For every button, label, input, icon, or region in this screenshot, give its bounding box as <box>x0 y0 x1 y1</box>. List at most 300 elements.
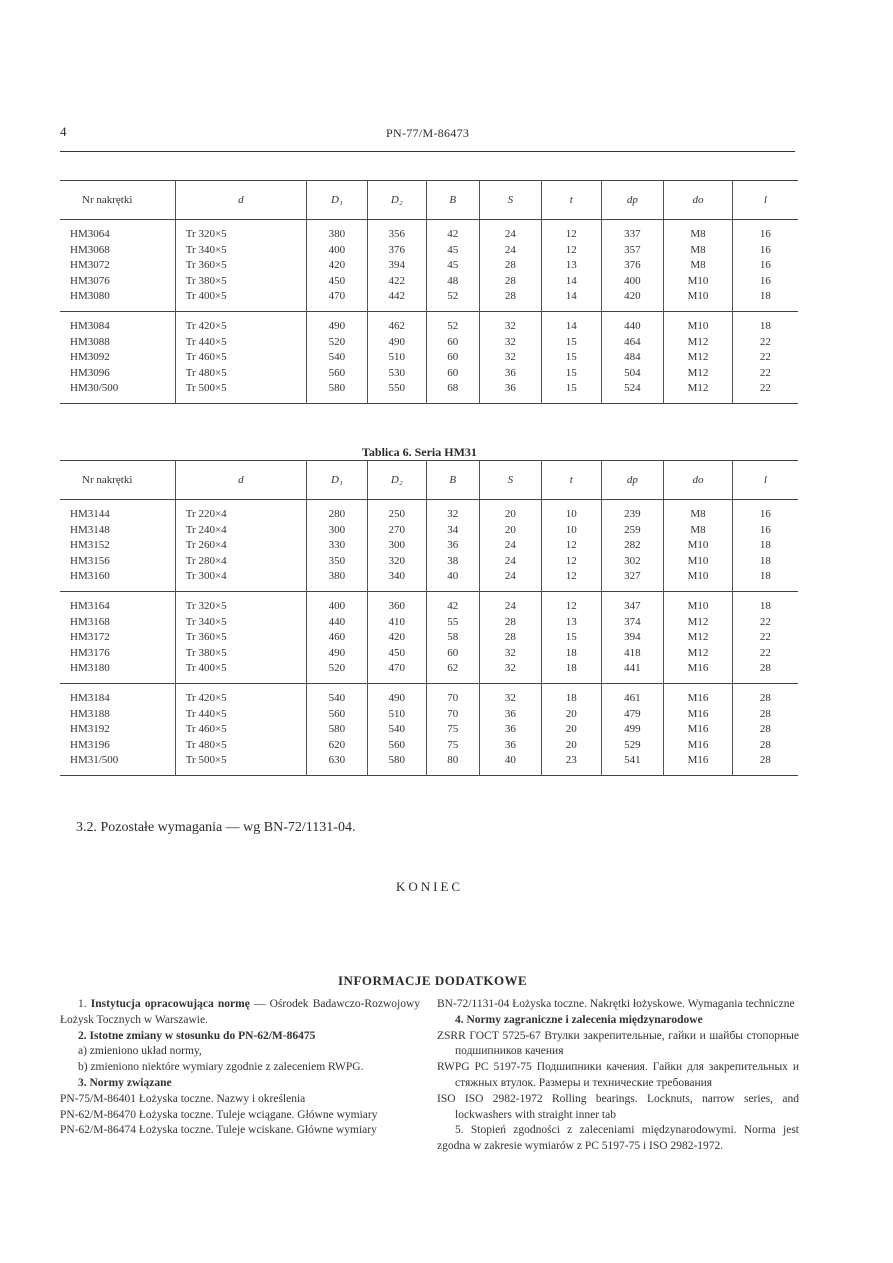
value-d1: 440 <box>328 615 346 628</box>
value-l: 16 <box>759 523 771 536</box>
value-d2: 550 <box>388 382 406 395</box>
value-t: 14 <box>565 319 577 332</box>
value-d: Tr 460×5 <box>185 723 227 736</box>
value-t: 18 <box>565 662 577 675</box>
value-b: 45 <box>447 259 459 272</box>
value-d: Tr 400×5 <box>185 662 227 675</box>
value-d2: 376 <box>388 243 406 256</box>
value-s: 32 <box>504 691 516 704</box>
value-b: 40 <box>447 570 459 583</box>
value-t: 20 <box>565 723 577 736</box>
value-dp: 357 <box>624 243 641 256</box>
value-s: 36 <box>504 382 516 395</box>
cell-dp <box>601 591 664 683</box>
foreign-standard: ISO ISO 2982-1972 Rolling bearings. Locknuts, narrow series, and lockwashers with straight inner tab <box>437 1092 799 1121</box>
value-dp: 327 <box>624 570 641 583</box>
value-s: 28 <box>504 290 516 303</box>
value-nr: HM3184 <box>70 691 110 704</box>
value-dp: 420 <box>624 290 641 303</box>
value-d2: 560 <box>388 738 406 751</box>
value-t: 15 <box>565 631 577 644</box>
cell-s <box>479 591 541 683</box>
value-b: 36 <box>447 539 459 552</box>
value-d1: 300 <box>328 523 346 536</box>
value-d2: 410 <box>388 615 406 628</box>
cell-do <box>664 500 733 592</box>
table-hm31-header <box>60 461 798 500</box>
value-do: M12 <box>687 631 709 644</box>
value-b: 42 <box>447 228 459 240</box>
value-dp: 400 <box>624 274 641 287</box>
value-t: 14 <box>565 274 577 287</box>
value-b: 80 <box>447 754 459 767</box>
value-d1: 460 <box>328 631 346 644</box>
row-group <box>60 500 798 592</box>
value-nr: HM3176 <box>70 646 110 659</box>
value-s: 28 <box>504 274 516 287</box>
value-b: 52 <box>447 319 459 332</box>
item-1-number: 1. <box>78 998 87 1010</box>
value-s: 36 <box>504 723 516 736</box>
table-hm30 <box>60 180 798 404</box>
value-d1: 380 <box>328 570 346 583</box>
header-rule <box>60 151 795 152</box>
value-t: 10 <box>565 523 577 536</box>
value-d: Tr 340×5 <box>185 615 227 628</box>
col-header-do: do <box>664 461 733 500</box>
value-l: 16 <box>759 274 771 287</box>
standard-code: PN-77/M-86473 <box>386 126 470 140</box>
cell-l <box>732 500 798 592</box>
value-do: M8 <box>690 243 706 256</box>
table-row <box>60 220 798 312</box>
value-d2: 340 <box>388 570 406 583</box>
value-do: M8 <box>690 508 706 520</box>
value-t: 12 <box>565 539 577 552</box>
cell-t <box>542 311 602 403</box>
col-header-d1: D₁ <box>307 461 368 500</box>
value-d2: 530 <box>388 366 406 379</box>
cell-d1 <box>307 311 368 403</box>
value-dp: 347 <box>624 599 641 612</box>
value-d2: 270 <box>388 523 406 536</box>
row-group <box>60 220 798 312</box>
value-d: Tr 440×5 <box>185 335 227 348</box>
value-s: 32 <box>504 646 516 659</box>
value-t: 15 <box>565 335 577 348</box>
value-d: Tr 420×5 <box>185 319 227 332</box>
cell-nr <box>60 500 175 592</box>
value-s: 28 <box>504 631 516 644</box>
cell-t <box>542 500 602 592</box>
col-header-d: d <box>175 181 306 220</box>
value-t: 12 <box>565 243 577 256</box>
value-t: 15 <box>565 351 577 364</box>
info-item-5: 5. Stopień zgodności z zaleceniami międzynarodowymi. Norma jest zgodna w zakresie wymiarów z PC 5197-75 i ISO 2982-1972. <box>437 1124 799 1153</box>
value-dp: 464 <box>624 335 641 348</box>
value-s: 24 <box>504 599 516 612</box>
clause-3-2: 3.2. Pozostałe wymagania — wg BN-72/1131-04. <box>76 820 356 835</box>
value-d1: 400 <box>328 243 346 256</box>
cell-t <box>542 220 602 312</box>
value-d2: 490 <box>388 335 406 348</box>
cell-d2 <box>367 220 426 312</box>
value-d2: 450 <box>388 646 406 659</box>
info-item-3-heading: 3. Normy związane <box>78 1076 172 1089</box>
value-nr: HM3192 <box>70 723 110 736</box>
value-d1: 420 <box>328 259 346 272</box>
value-d2: 420 <box>388 631 406 644</box>
value-d1: 400 <box>328 599 346 612</box>
value-nr: HM3152 <box>70 539 110 552</box>
value-d: Tr 360×5 <box>185 631 227 644</box>
col-header-nr: Nr nakrętki <box>60 181 175 220</box>
value-t: 15 <box>565 366 577 379</box>
info-item-2a: a) zmieniono układ normy, <box>78 1045 202 1058</box>
value-l: 16 <box>759 508 771 520</box>
table-hm30-header <box>60 181 798 220</box>
cell-nr <box>60 591 175 683</box>
value-t: 20 <box>565 738 577 751</box>
value-do: M10 <box>687 570 709 583</box>
value-dp: 282 <box>624 539 641 552</box>
value-nr: HM3172 <box>70 631 110 644</box>
col-header-do: do <box>664 181 733 220</box>
related-standard: PN-62/M-86474 Łożyska toczne. Tuleje wciskane. Główne wymiary <box>60 1124 377 1137</box>
col-header-l: l <box>732 181 798 220</box>
value-nr: HM3188 <box>70 707 110 720</box>
table-6-caption: Tablica 6. Seria HM31 <box>362 445 477 459</box>
col-header-dp: dp <box>601 181 664 220</box>
value-d1: 330 <box>328 539 346 552</box>
value-l: 22 <box>759 351 771 364</box>
value-d: Tr 340×5 <box>185 243 227 256</box>
value-t: 20 <box>565 707 577 720</box>
value-s: 24 <box>504 539 516 552</box>
value-dp: 337 <box>624 228 641 240</box>
value-d: Tr 320×5 <box>185 599 227 612</box>
value-nr: HM3168 <box>70 615 110 628</box>
value-s: 24 <box>504 570 516 583</box>
value-nr: HM3084 <box>70 319 110 332</box>
value-s: 36 <box>504 366 516 379</box>
value-d: Tr 240×4 <box>185 523 227 536</box>
value-s: 28 <box>504 259 516 272</box>
value-b: 68 <box>447 382 459 395</box>
value-s: 24 <box>504 554 516 567</box>
value-d2: 360 <box>388 599 406 612</box>
value-do: M12 <box>687 351 709 364</box>
value-dp: 259 <box>624 523 641 536</box>
table-row <box>60 311 798 403</box>
info-item-2-heading: 2. Istotne zmiany w stosunku do PN-62/M-86475 <box>78 1029 316 1042</box>
value-t: 12 <box>565 554 577 567</box>
col-header-d1: D₁ <box>307 181 368 220</box>
value-do: M16 <box>687 738 709 751</box>
value-l: 28 <box>759 662 771 675</box>
value-l: 22 <box>759 335 771 348</box>
value-do: M12 <box>687 335 709 348</box>
value-do: M16 <box>687 707 709 720</box>
table-row <box>60 591 798 683</box>
value-nr: HM3096 <box>70 366 110 379</box>
cell-l <box>732 311 798 403</box>
col-header-l: l <box>732 461 798 500</box>
value-b: 62 <box>447 662 459 675</box>
value-do: M16 <box>687 662 709 675</box>
cell-l <box>732 683 798 775</box>
value-nr: HM3072 <box>70 259 110 272</box>
value-nr: HM3068 <box>70 243 110 256</box>
value-t: 10 <box>565 508 577 520</box>
value-b: 32 <box>447 508 459 520</box>
value-d2: 510 <box>388 707 406 720</box>
value-s: 32 <box>504 662 516 675</box>
value-do: M10 <box>687 274 709 287</box>
cell-nr <box>60 683 175 775</box>
value-t: 12 <box>565 570 577 583</box>
value-nr: HM3064 <box>70 228 110 240</box>
cell-d <box>175 591 306 683</box>
cell-dp <box>601 220 664 312</box>
col-header-t: t <box>542 461 602 500</box>
table-row <box>60 683 798 775</box>
value-b: 60 <box>447 646 459 659</box>
value-d: Tr 380×5 <box>185 274 227 287</box>
value-b: 34 <box>447 523 459 536</box>
value-t: 13 <box>565 615 577 628</box>
related-standard: PN-75/M-86401 Łożyska toczne. Nazwy i określenia <box>60 1092 306 1105</box>
value-nr: HM30/500 <box>70 382 119 395</box>
value-d: Tr 380×5 <box>185 646 227 659</box>
row-group <box>60 311 798 403</box>
value-dp: 479 <box>624 707 641 720</box>
value-l: 22 <box>759 615 771 628</box>
value-dp: 394 <box>624 631 641 644</box>
cell-d1 <box>307 500 368 592</box>
value-d1: 580 <box>328 723 346 736</box>
cell-b <box>426 500 479 592</box>
cell-do <box>664 311 733 403</box>
info-right-column <box>437 997 799 1155</box>
value-s: 20 <box>504 508 516 520</box>
value-d1: 540 <box>328 351 346 364</box>
cell-s <box>479 311 541 403</box>
value-d2: 510 <box>388 351 406 364</box>
cell-b <box>426 311 479 403</box>
value-l: 18 <box>759 570 771 583</box>
value-d: Tr 360×5 <box>185 259 227 272</box>
info-item-1 <box>60 997 420 1029</box>
cell-b <box>426 220 479 312</box>
value-d2: 250 <box>388 508 406 520</box>
value-b: 38 <box>447 554 459 567</box>
value-d1: 380 <box>328 228 346 240</box>
value-nr: HM3148 <box>70 523 110 536</box>
cell-d2 <box>367 500 426 592</box>
cell-d <box>175 500 306 592</box>
info-item-2b: b) zmieniono niektóre wymiary zgodnie z zaleceniem RWPG. <box>78 1061 364 1074</box>
cell-d <box>175 683 306 775</box>
value-do: M10 <box>687 599 709 612</box>
value-l: 18 <box>759 539 771 552</box>
foreign-standard: RWPG PC 5197-75 Подшипники качения. Гайки для закрепительных и стяжных втулок. Размеры и технические требования <box>437 1061 799 1089</box>
value-d1: 490 <box>328 319 346 332</box>
value-d1: 620 <box>328 738 346 751</box>
info-left-column <box>60 997 420 1139</box>
value-t: 12 <box>565 599 577 612</box>
value-s: 32 <box>504 351 516 364</box>
value-do: M16 <box>687 723 709 736</box>
value-dp: 504 <box>624 366 641 379</box>
value-d: Tr 300×4 <box>185 570 227 583</box>
item-1-text: — Ośrodek Badawczo-Rozwojowy Łożysk Tocznych w Warszawie. <box>60 998 420 1026</box>
row-group <box>60 591 798 683</box>
value-d: Tr 420×5 <box>185 691 227 704</box>
col-header-nr: Nr nakrętki <box>60 461 175 500</box>
value-do: M12 <box>687 615 709 628</box>
cell-s <box>479 683 541 775</box>
value-d1: 560 <box>328 707 346 720</box>
value-d: Tr 480×5 <box>185 738 227 751</box>
value-dp: 440 <box>624 319 641 332</box>
cell-b <box>426 683 479 775</box>
value-do: M10 <box>687 319 709 332</box>
value-d: Tr 500×5 <box>185 382 227 395</box>
value-d2: 462 <box>388 319 406 332</box>
cell-do <box>664 591 733 683</box>
foreign-standard: ZSRR ГОСТ 5725-67 Втулки закрепительные, гайки и шайбы стопорные подшипников качения <box>437 1029 799 1058</box>
value-d1: 540 <box>328 691 346 704</box>
cell-d1 <box>307 683 368 775</box>
value-dp: 499 <box>624 723 641 736</box>
value-dp: 484 <box>624 351 641 364</box>
row-group <box>60 683 798 775</box>
value-l: 18 <box>759 290 771 303</box>
cell-d2 <box>367 591 426 683</box>
col-header-dp: dp <box>601 461 664 500</box>
value-nr: HM3076 <box>70 274 110 287</box>
col-header-d2: D₂ <box>367 181 426 220</box>
cell-nr <box>60 220 175 312</box>
value-l: 18 <box>759 319 771 332</box>
value-nr: HM3156 <box>70 554 110 567</box>
value-dp: 376 <box>624 259 641 272</box>
cell-do <box>664 683 733 775</box>
value-do: M16 <box>687 754 709 767</box>
cell-d1 <box>307 220 368 312</box>
value-nr: HM3088 <box>70 335 110 348</box>
value-d: Tr 480×5 <box>185 366 227 379</box>
value-b: 70 <box>447 707 459 720</box>
value-l: 28 <box>759 691 771 704</box>
value-dp: 302 <box>624 554 641 567</box>
value-nr: HM3144 <box>70 508 110 520</box>
value-nr: HM3092 <box>70 351 110 364</box>
value-d: Tr 320×5 <box>185 228 227 240</box>
value-do: M16 <box>687 691 709 704</box>
cell-l <box>732 220 798 312</box>
value-do: M12 <box>687 646 709 659</box>
value-dp: 541 <box>624 754 641 767</box>
related-standard: PN-62/M-86470 Łożyska toczne. Tuleje wciągane. Główne wymiary <box>60 1108 378 1121</box>
value-d2: 300 <box>388 539 406 552</box>
table-hm31 <box>60 460 798 776</box>
value-d2: 490 <box>388 691 406 704</box>
value-d: Tr 440×5 <box>185 707 227 720</box>
col-header-s: S <box>479 461 541 500</box>
value-nr: HM3160 <box>70 570 110 583</box>
value-l: 16 <box>759 259 771 272</box>
value-s: 36 <box>504 707 516 720</box>
value-t: 15 <box>565 382 577 395</box>
value-b: 60 <box>447 351 459 364</box>
value-b: 75 <box>447 723 459 736</box>
col-header-d2: D₂ <box>367 461 426 500</box>
value-l: 28 <box>759 754 771 767</box>
value-b: 45 <box>447 243 459 256</box>
value-t: 13 <box>565 259 577 272</box>
value-dp: 374 <box>624 615 641 628</box>
value-l: 22 <box>759 382 771 395</box>
value-s: 32 <box>504 335 516 348</box>
value-do: M10 <box>687 539 709 552</box>
value-b: 52 <box>447 290 459 303</box>
value-s: 24 <box>504 243 516 256</box>
col-header-b: B <box>426 181 479 220</box>
value-b: 75 <box>447 738 459 751</box>
value-s: 20 <box>504 523 516 536</box>
value-do: M8 <box>690 228 706 240</box>
col-header-b: B <box>426 461 479 500</box>
value-b: 48 <box>447 274 459 287</box>
value-l: 22 <box>759 646 771 659</box>
value-t: 14 <box>565 290 577 303</box>
value-d1: 450 <box>328 274 346 287</box>
col-header-t: t <box>542 181 602 220</box>
value-d1: 520 <box>328 335 346 348</box>
value-d1: 630 <box>328 754 346 767</box>
cell-d2 <box>367 683 426 775</box>
value-b: 70 <box>447 691 459 704</box>
value-l: 28 <box>759 738 771 751</box>
cell-nr <box>60 311 175 403</box>
value-s: 32 <box>504 319 516 332</box>
value-nr: HM3164 <box>70 599 110 612</box>
value-d2: 422 <box>388 274 406 287</box>
value-t: 23 <box>565 754 577 767</box>
value-nr: HM3180 <box>70 662 110 675</box>
value-nr: HM3196 <box>70 738 110 751</box>
value-d2: 394 <box>388 259 406 272</box>
value-dp: 529 <box>624 738 641 751</box>
value-l: 18 <box>759 554 771 567</box>
value-s: 28 <box>504 615 516 628</box>
value-d: Tr 220×4 <box>185 508 227 520</box>
cell-d <box>175 311 306 403</box>
cell-b <box>426 591 479 683</box>
value-do: M12 <box>687 382 709 395</box>
value-d2: 470 <box>388 662 406 675</box>
value-b: 42 <box>447 599 459 612</box>
value-d1: 490 <box>328 646 346 659</box>
value-d1: 470 <box>328 290 346 303</box>
value-t: 12 <box>565 228 577 240</box>
value-b: 55 <box>447 615 459 628</box>
value-d: Tr 280×4 <box>185 554 227 567</box>
cell-t <box>542 591 602 683</box>
value-nr: HM3080 <box>70 290 110 303</box>
